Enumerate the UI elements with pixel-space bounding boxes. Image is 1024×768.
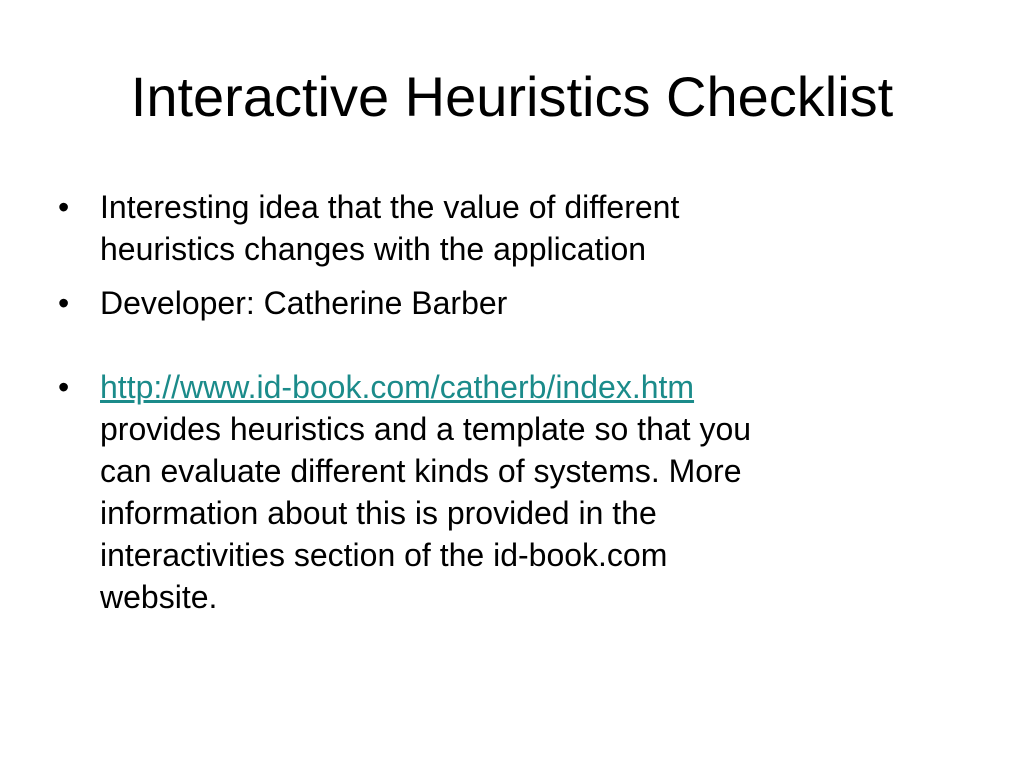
bullet-text-line: provides heuristics and a template so that you [100,411,752,447]
bullet-text-line: Developer: Catherine Barber [100,285,508,321]
slide-title: Interactive Heuristics Checklist [130,65,894,128]
bullet-text-line: Interesting idea that the value of different [100,189,680,225]
bullet-text-line: can evaluate different kinds of systems. More [100,453,742,489]
bullet-text-line: interactivities section of the id-book.com [100,537,668,573]
bullet-text-line: information about this is provided in the [100,495,657,531]
bullet-item-value-of-heuristics [58,186,958,270]
bullet-text-line: website. [100,579,218,615]
bullet-marker: • [58,285,70,321]
bullet-item-resource-link [58,366,958,618]
bullet-text-line: heuristics changes with the application [100,231,647,267]
bullet-marker: • [58,369,70,405]
bullet-list [58,186,958,630]
bullet-marker: • [58,189,70,225]
id-book-link[interactable]: http://www.id-book.com/catherb/index.htm [100,369,695,405]
bullet-item-developer [58,282,958,324]
